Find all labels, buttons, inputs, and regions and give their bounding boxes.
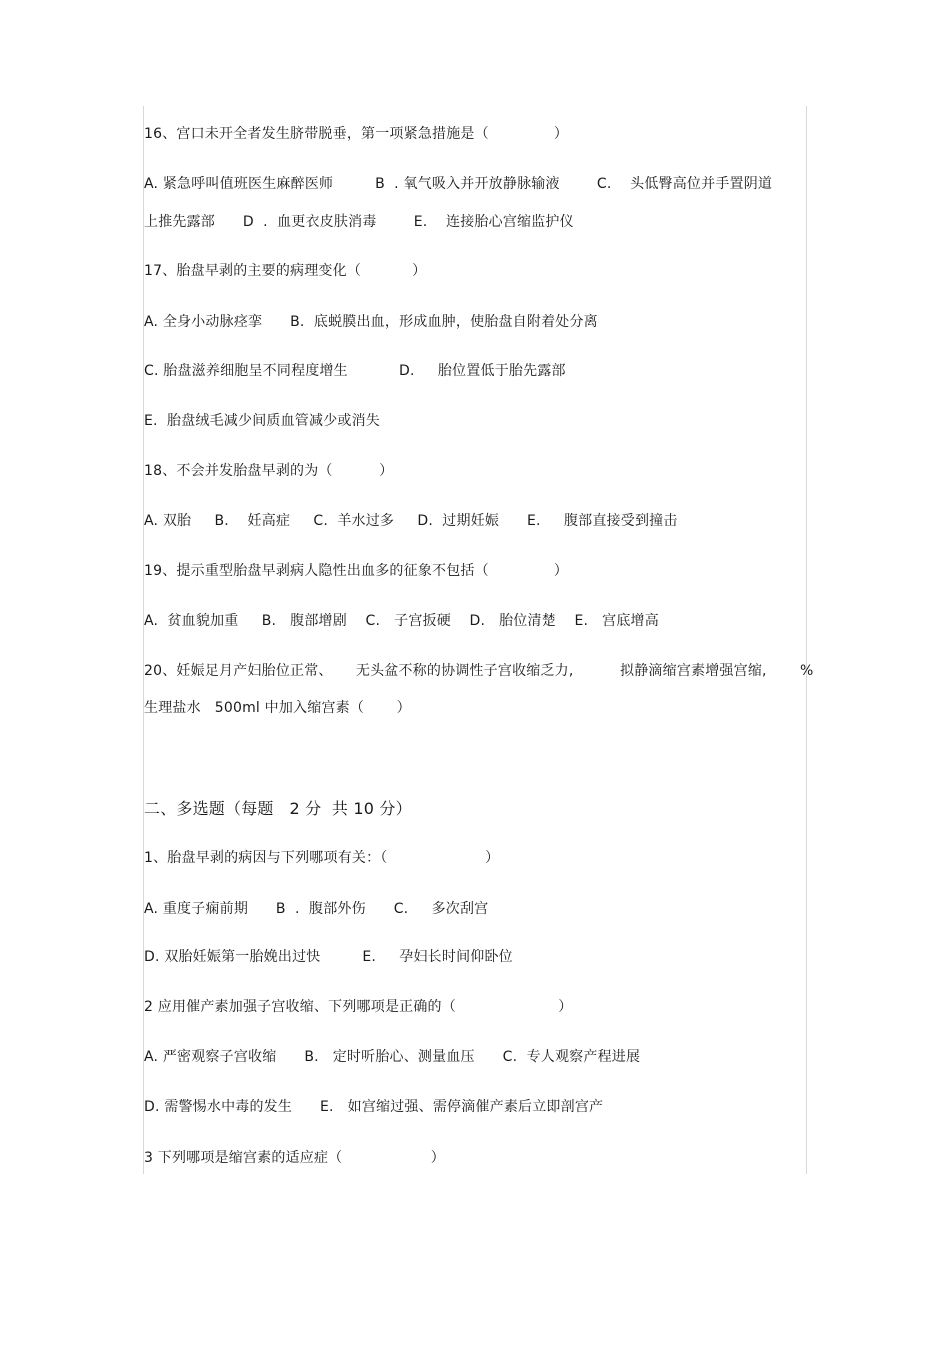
- multi-question-1-options-line-2: D. 双胎妊娠第一胎娩出过快 E. 孕妇长时间仰卧位: [144, 949, 513, 965]
- question-19-stem: 19、提示重型胎盘早剥病人隐性出血多的征象不包括（ ）: [144, 563, 569, 579]
- question-17-stem: 17、胎盘早剥的主要的病理变化（ ）: [144, 263, 427, 279]
- multi-question-2-stem: 2 应用催产素加强子宫收缩、下列哪项是正确的（ ）: [144, 999, 573, 1015]
- question-18-stem: 18、不会并发胎盘早剥的为（ ）: [144, 463, 394, 479]
- question-20-stem: 20、妊娠足月产妇胎位正常、 无头盆不称的协调性子宫收缩乏力, 拟静滴缩宫素增强宫缩,: [144, 663, 767, 679]
- question-19-options-line-1: A. 贫血貌加重 B. 腹部增剧 C. 子宫扳硬 D. 胎位清楚 E. 宫底增高: [144, 613, 659, 629]
- question-17-options-line-3: E. 胎盘绒毛减少间质血管减少或消失: [144, 413, 380, 429]
- question-20-percent-sign: %: [800, 663, 814, 679]
- multi-question-1-stem: 1、胎盘早剥的病因与下列哪项有关：（ ）: [144, 850, 500, 866]
- question-18-options-line-1: A. 双胎 B. 妊高症 C. 羊水过多 D. 过期妊娠 E. 腹部直接受到撞击: [144, 513, 678, 529]
- question-17-options-line-2: C. 胎盘滋养细胞呈不同程度增生 D. 胎位置低于胎先露部: [144, 363, 566, 379]
- question-20-options-line-1: 生理盐水 500ml 中加入缩宫素（ ）: [144, 700, 411, 716]
- multi-question-2-options-line-2: D. 需警惕水中毒的发生 E. 如宫缩过强、需停滴催产素后立即剖宫产: [144, 1099, 604, 1115]
- question-17-options-line-1: A. 全身小动脉痉挛 B. 底蜕膜出血，形成血肿，使胎盘自附着处分离: [144, 314, 598, 330]
- multi-question-3-stem: 3 下列哪项是缩宫素的适应症（ ）: [144, 1150, 445, 1166]
- question-16-options-line-1: A. 紧急呼叫值班医生麻醉医师 B . 氧气吸入并开放静脉输液 C. 头低臀高位并手置阴道: [144, 176, 773, 192]
- section-multi-title: 二、多选题（每题 2 分 共 10 分）: [144, 799, 412, 818]
- multi-question-1-options-line-1: A. 重度子痫前期 B . 腹部外伤 C. 多次刮宫: [144, 901, 489, 917]
- question-16-options-line-2: 上推先露部 D . 血更衣皮肤消毒 E. 连接胎心宫缩监护仪: [144, 214, 574, 230]
- multi-question-2-options-line-1: A. 严密观察子宫收缩 B. 定时听胎心、测量血压 C. 专人观察产程进展: [144, 1049, 641, 1065]
- question-16-stem: 16、宫口未开全者发生脐带脱垂，第一项紧急措施是（ ）: [144, 126, 569, 142]
- right-margin-rule: [806, 106, 807, 1174]
